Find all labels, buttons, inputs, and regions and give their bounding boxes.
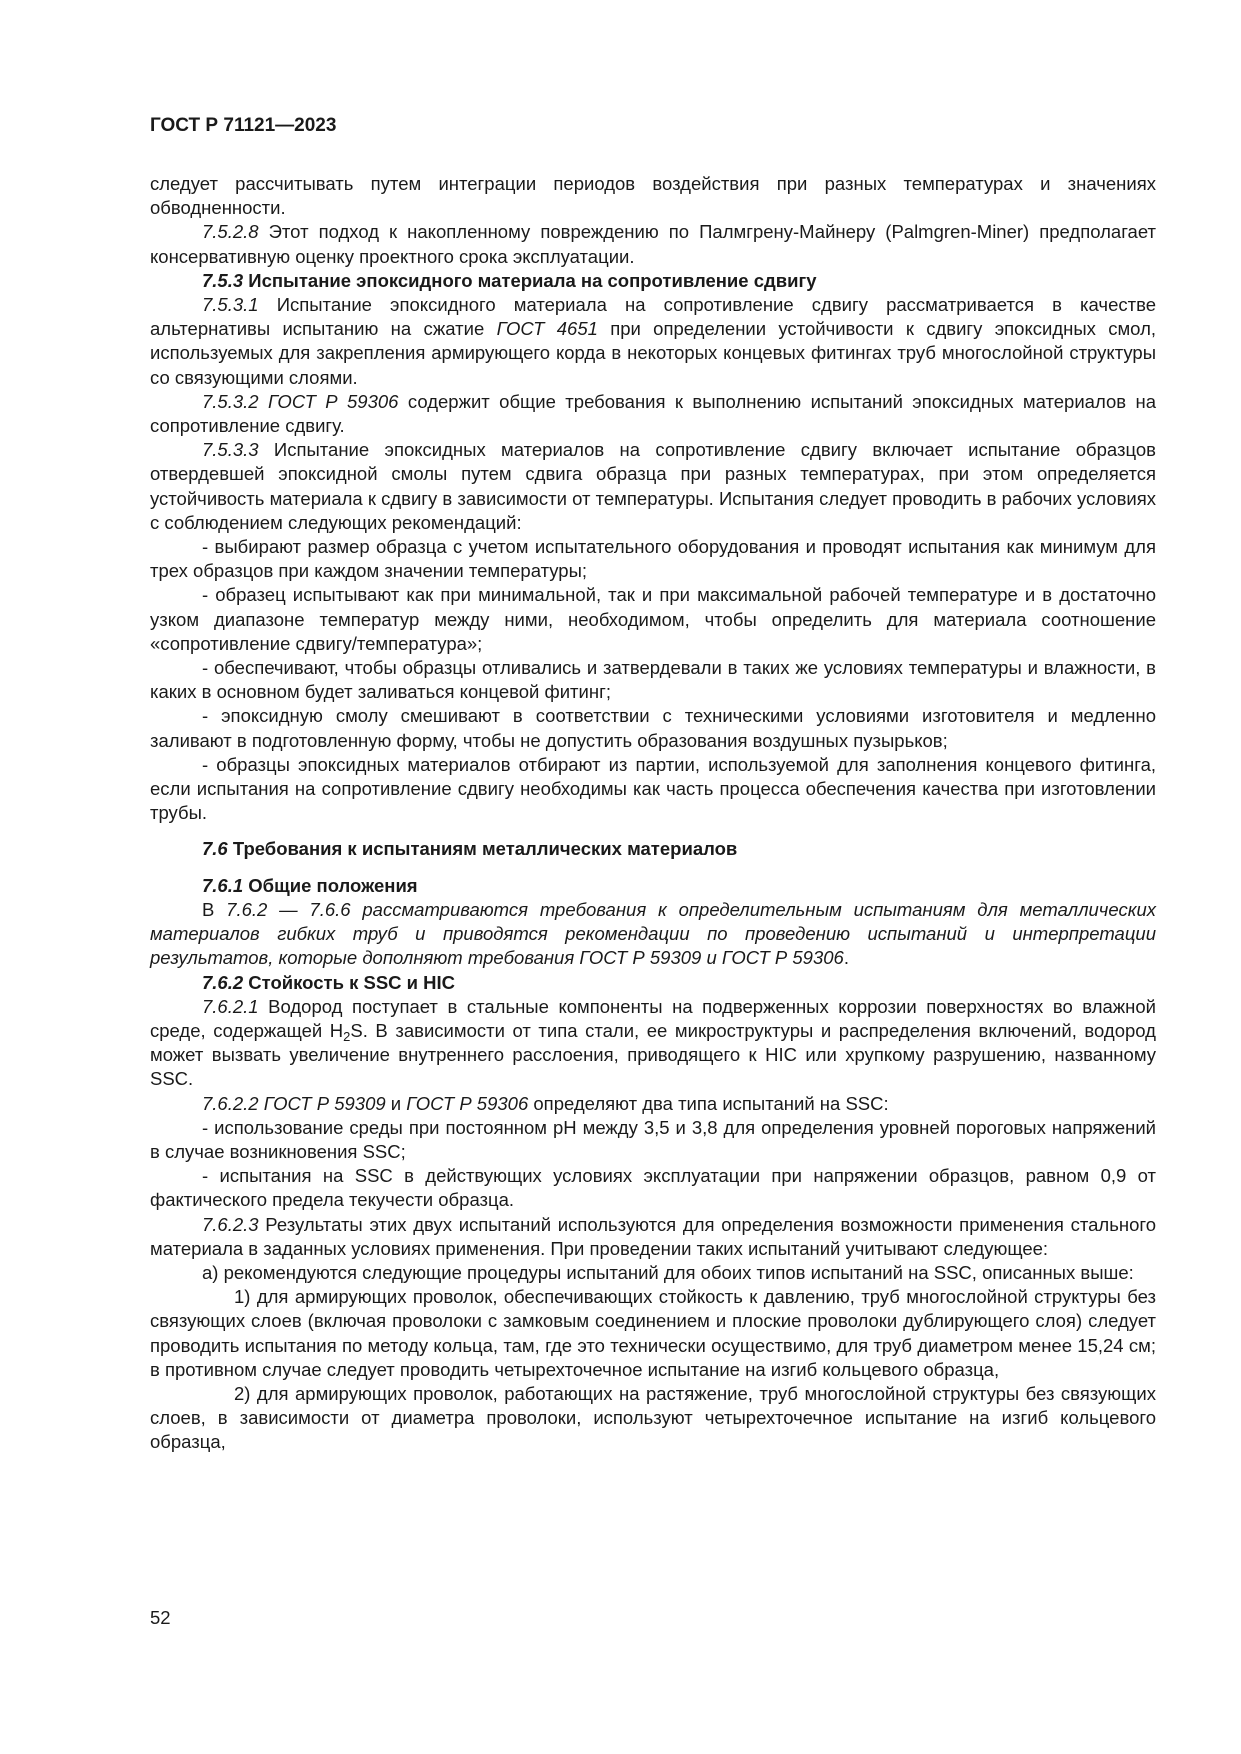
paragraph-7-6-2-1: 7.6.2.1 Водород поступает в стальные компоненты на подверженных коррозии поверхностях во влажной среде, содержащей $H_2S$. В зависимости от типа стали, ее микроструктуры и распределения включений, водород может вызвать увеличение внутреннего расслоения, приводящего к HIC или хрупкому разрушению, названному SSC. — [150, 995, 1156, 1090]
paragraph-7-5-2-8: 7.5.2.8 Этот подход к накопленному повреждению по Палмгрену-Майнеру (Palmgren-Miner) предполагает консервативную оценку проектного срока эксплуатации. — [150, 221, 1156, 267]
document-body — [150, 172, 1156, 1455]
standard-header: ГОСТ Р 71121—2023 — [150, 115, 337, 136]
list-item-a: а) рекомендуются следующие процедуры испытаний для обоих типов испытаний на SSC, описанных выше: — [202, 1261, 1134, 1283]
list-item-1: 1) для армирующих проволок, обеспечивающих стойкость к давлению, труб многослойной структуры без связующих слоев (включая проволоки с замковым соединением и плоские проволоки дублирующего слоя) следует проводить испытания по методу кольца, там, где это технически осуществимо, для труб диаметром менее 15,24 см; в противном случае следует проводить четырехточечное испытание на изгиб кольцевого образца, — [150, 1286, 1156, 1380]
list-item: - выбирают размер образца с учетом испытательного оборудования и проводят испытания как минимум для трех образцов при каждом значении температуры; — [150, 536, 1156, 582]
list-item: - использование среды при постоянном pH между 3,5 и 3,8 для определения уровней пороговых напряжений в случае возникновения SSC; — [150, 1116, 1156, 1162]
list-item: - испытания на SSC в действующих условиях эксплуатации при напряжении образцов, равном 0,9 от фактического предела текучести образца. — [150, 1165, 1156, 1211]
paragraph: следует рассчитывать путем интеграции периодов воздействия при разных температурах и значениях обводненности. — [150, 173, 1156, 219]
paragraph-7-6-1: В 7.6.2 — 7.6.6 рассматриваются требования к определительным испытаниям для металлических материалов гибких труб и приводятся рекомендации по проведению испытаний и интерпретации результатов, которые дополняют требования ГОСТ Р 59309 и ГОСТ Р 59306. — [150, 898, 1156, 969]
list-item: - образец испытывают как при минимальной, так и при максимальной рабочей температуре и в достаточно узком диапазоне температур между ними, необходимом, чтобы определить для материала соотношение «сопротивление сдвигу/температура»; — [150, 584, 1156, 654]
paragraph-7-5-3-2: 7.5.3.2 ГОСТ Р 59306 содержит общие требования к выполнению испытаний эпоксидных материалов на сопротивление сдвигу. — [150, 390, 1156, 437]
list-item-2: 2) для армирующих проволок, работающих на растяжение, труб многослойной структуры без связующих слоев, в зависимости от диаметра проволоки, используют четырехточечное испытание на изгиб кольцевого образца, — [150, 1382, 1156, 1453]
list-item: - обеспечивают, чтобы образцы отливались и затвердевали в таких же условиях температуры и влажности, в каких в основном будет заливаться концевой фитинг; — [150, 657, 1156, 703]
paragraph-7-6-2-2: 7.6.2.2 ГОСТ Р 59309 и ГОСТ Р 59306 определяют два типа испытаний на SSC: — [202, 1092, 889, 1114]
document-page — [150, 0, 1156, 1754]
heading-7-6-2: 7.6.2 Стойкость к SSC и HIC — [202, 971, 456, 993]
heading-7-6-1: 7.6.1 Общие положения — [202, 874, 418, 896]
paragraph-7-6-2-3: 7.6.2.3 Результаты этих двух испытаний используются для определения возможности применения стального материала в заданных условиях применения. При проведении таких испытаний учитывают следующее: — [150, 1213, 1156, 1259]
paragraph-7-5-3-1: 7.5.3.1 Испытание эпоксидного материала на сопротивление сдвигу рассматривается в качестве альтернативы испытанию на сжатие ГОСТ 4651 при определении устойчивости к сдвигу эпоксидных смол, используемых для закрепления армирующего корда в некоторых концевых фитингах труб многослойной структуры со связующими слоями. — [150, 294, 1156, 388]
paragraph-7-5-3-3: 7.5.3.3 Испытание эпоксидных материалов на сопротивление сдвигу включает испытание образцов отвердевшей эпоксидной смолы путем сдвига образца при разных температурах, при этом определяется устойчивость материала к сдвигу в зависимости от температуры. Испытания следует проводить в рабочих условиях с соблюдением следующих рекомендаций: — [150, 439, 1157, 533]
heading-7-6: 7.6 Требования к испытаниям металлических материалов — [202, 838, 738, 860]
list-item: - образцы эпоксидных материалов отбирают из партии, используемой для заполнения концевого фитинга, если испытания на сопротивление сдвигу необходимы как часть процесса обеспечения качества при изготовлении трубы. — [150, 753, 1156, 824]
page-number: 52 — [150, 1607, 171, 1628]
list-item: - эпоксидную смолу смешивают в соответствии с техническими условиями изготовителя и медленно заливают в подготовленную форму, чтобы не допустить образования воздушных пузырьков; — [150, 705, 1156, 751]
heading-7-5-3: 7.5.3 Испытание эпоксидного материала на сопротивление сдвигу — [202, 269, 817, 291]
